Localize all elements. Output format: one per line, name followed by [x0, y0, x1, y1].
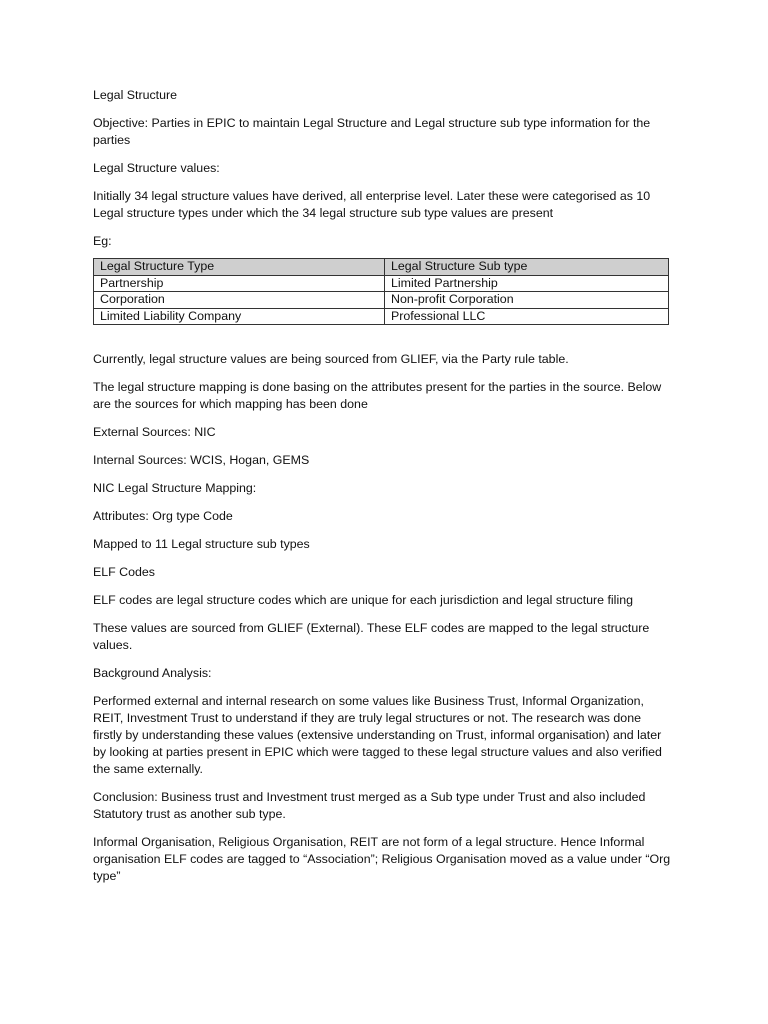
table-cell: Professional LLC — [385, 308, 669, 325]
informal-paragraph: Informal Organisation, Religious Organisation, REIT are not form of a legal structure. Hence Informal organisation ELF codes are tagged to “Association”; Religious Organisation moved as a value under “Org type” — [93, 835, 671, 883]
table-cell: Limited Liability Company — [94, 308, 385, 325]
initial-paragraph: Initially 34 legal structure values have derived, all enterprise level. Later these were categorised as 10 Legal structure types under which the 34 legal structure sub type values are present — [93, 189, 651, 220]
elf-description: ELF codes are legal structure codes which are unique for each jurisdiction and legal structure filing — [93, 593, 633, 607]
table-cell: Limited Partnership — [385, 275, 669, 292]
objective-paragraph: Objective: Parties in EPIC to maintain Legal Structure and Legal structure sub type information for the parties — [93, 116, 651, 147]
conclusion-paragraph: Conclusion: Business trust and Investment trust merged as a Sub type under Trust and also included Statutory trust as another sub type. — [93, 790, 646, 821]
mapping-paragraph: The legal structure mapping is done basing on the attributes present for the parties in the source. Below are the sources for which mapping has been done — [93, 380, 662, 411]
external-sources: External Sources: NIC — [93, 425, 216, 439]
attributes-line: Attributes: Org type Code — [93, 509, 233, 523]
elf-source-paragraph: These values are sourced from GLIEF (External). These ELF codes are mapped to the legal structure values. — [93, 621, 650, 652]
eg-label: Eg: — [93, 234, 112, 248]
table-cell: Partnership — [94, 275, 385, 292]
currently-paragraph: Currently, legal structure values are being sourced from GLIEF, via the Party rule table. — [93, 352, 569, 366]
table-header-cell: Legal Structure Sub type — [385, 259, 669, 276]
background-heading: Background Analysis: — [93, 666, 212, 680]
table-header-row — [94, 259, 669, 276]
internal-sources: Internal Sources: WCIS, Hogan, GEMS — [93, 453, 310, 467]
table-row — [94, 292, 669, 309]
legal-structure-table — [93, 258, 669, 325]
table-cell: Non-profit Corporation — [385, 292, 669, 309]
mapped-line: Mapped to 11 Legal structure sub types — [93, 537, 310, 551]
table-row — [94, 308, 669, 325]
doc-title: Legal Structure — [93, 88, 178, 102]
table-cell: Corporation — [94, 292, 385, 309]
background-paragraph: Performed external and internal research on some values like Business Trust, Informal Organization, REIT, Investment Trust to understand if they are truly legal structures or not. The research was done firstly by understanding these values (extensive understanding on Trust, informal organisation) and later by looking at parties present in EPIC which were tagged to these legal structure values and also verified the same externally. — [93, 694, 662, 776]
values-heading: Legal Structure values: — [93, 161, 220, 175]
nic-heading: NIC Legal Structure Mapping: — [93, 481, 257, 495]
document-page — [93, 87, 673, 896]
table-header-cell: Legal Structure Type — [94, 259, 385, 276]
elf-heading: ELF Codes — [93, 565, 155, 579]
table-row — [94, 275, 669, 292]
